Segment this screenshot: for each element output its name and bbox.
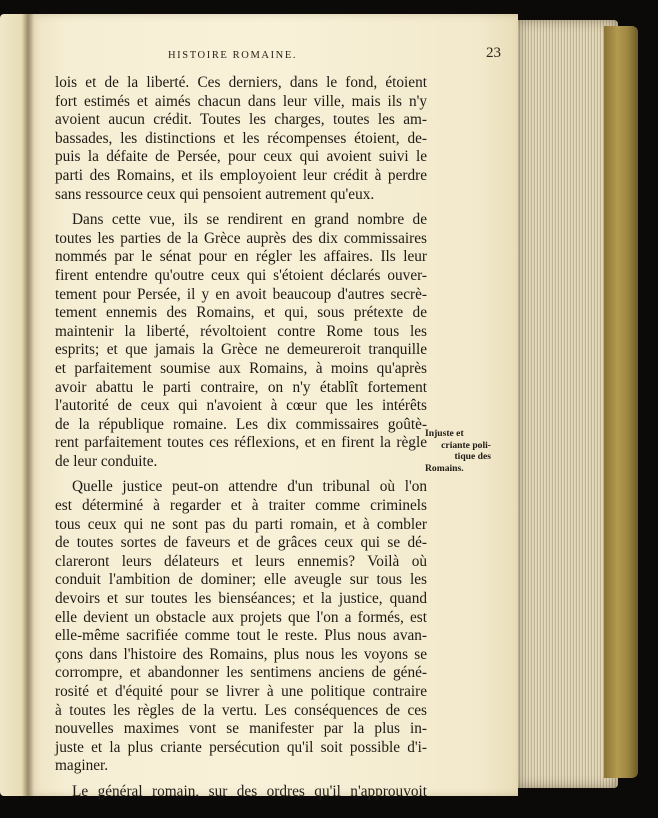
page-number: 23 [486, 45, 501, 61]
body-text [55, 74, 427, 802]
paragraph-1 [55, 74, 427, 204]
text-line: juste et la plus criante persécution qu'il soit possible d'i- [55, 738, 427, 756]
margin-note-line: tique des [454, 451, 491, 462]
text-line: rosité et d'équité pour se livrer à une politique contraire [55, 683, 427, 700]
text-line: corrompre, et abandonner les sentimens anciens de géné- [55, 664, 427, 682]
margin-note-line: Injuste et [425, 428, 464, 439]
paragraph-4 [55, 783, 427, 802]
text-line: tement ennemis des Romains, et qui, sous prétexte de [55, 304, 427, 322]
text-line: et parfaitement soumise aux Romains, à moins qu'après [55, 359, 427, 377]
text-line: firent entendre qu'outre ceux qui s'étoient déclarés ouver- [55, 266, 427, 284]
running-head: HISTOIRE ROMAINE. [168, 50, 298, 61]
text-line: avoient aucun crédit. Toutes les charges, toutes les am- [55, 111, 427, 129]
text-line: esprits; et que jamais la Grèce ne demeureroit tranquille [55, 341, 427, 359]
text-line: puis la défaite de Persée, pour ceux qui avoient suivi le [55, 148, 427, 166]
text-line: Quelle justice peut-on attendre d'un tribunal où l'on [72, 478, 427, 496]
text-line: clareront leurs délateurs et leurs ennemis? Voilà où [55, 552, 427, 570]
text-line: avoir abattu le parti contraire, on n'y établît fortement [55, 378, 427, 396]
text-line: Dans cette vue, ils se rendirent en grand nombre de [72, 211, 427, 229]
book-cover-edge [604, 26, 638, 778]
text-line: parti des Romains, et ils employoient leur crédit à perdre [55, 166, 427, 184]
text-line: de la république romaine. Les dix commissaires goûtè- [55, 415, 427, 433]
text-line: fort estimés et aimés chacun dans leur ville, mais ils n'y [55, 92, 427, 110]
page-stack-fore-edge [518, 20, 618, 788]
text-line: rent parfaitement toutes ces réflexions, et en firent la règle [55, 434, 427, 452]
margin-note-line: criante poli- [441, 439, 491, 451]
text-line: bassades, les distinctions et les récompenses étoient, de- [55, 129, 427, 147]
text-line: çons dans l'histoire des Romains, plus nous les voyons se [55, 645, 427, 663]
paragraph-3 [55, 478, 427, 776]
margin-note-line: Romains. [425, 462, 464, 474]
margin-note [425, 428, 497, 474]
text-line: elle-même sacrifiée comme tout le reste. Plus nous avan- [55, 627, 427, 645]
text-line: à toutes les règles de la vertu. Les conséquences de ces [55, 701, 427, 719]
text-line: tement pour Persée, il y en avoit beaucoup d'autres secrè- [55, 285, 427, 303]
text-line: maintenir la liberté, révoltoient contre Rome tous les [55, 322, 427, 340]
paragraph-2 [55, 211, 427, 471]
text-line: toutes les parties de la Grèce auprès des dix commissaires [55, 229, 427, 247]
text-line: conduit l'ambition de dominer; elle aveugle sur tous les [55, 571, 427, 589]
text-line: nouvelles maximes vont se manifester par la plus in- [55, 720, 427, 738]
text-line: tous ceux qui ne sont pas du parti romain, et à combler [55, 515, 427, 533]
text-line: est déterminé à regarder et à traiter comme criminels [55, 497, 427, 515]
text-line: de leur conduite. [55, 452, 158, 470]
text-line: elle devient un obstacle aux projets que l'on a formés, est [55, 608, 427, 626]
text-line: Le général romain, sur des ordres qu'il n'approuvoit [72, 782, 427, 800]
text-line: maginer. [55, 757, 109, 775]
text-line: de toutes sortes de faveurs et de grâces ceux qui se dé- [55, 534, 427, 552]
text-line: nommés par le sénat pour en régler les affaires. Ils leur [55, 248, 427, 266]
text-line: sans ressource ceux qui pensoient autrement qu'eux. [55, 185, 375, 203]
text-line: l'autorité de ceux qui n'avoient à cœur que les intérêts [55, 397, 427, 415]
book-gutter [22, 14, 34, 796]
text-line: devoirs et sur toutes les bienséances; et la justice, quand [55, 590, 427, 608]
text-line: lois et de la liberté. Ces derniers, dans le fond, étoient [55, 74, 427, 91]
